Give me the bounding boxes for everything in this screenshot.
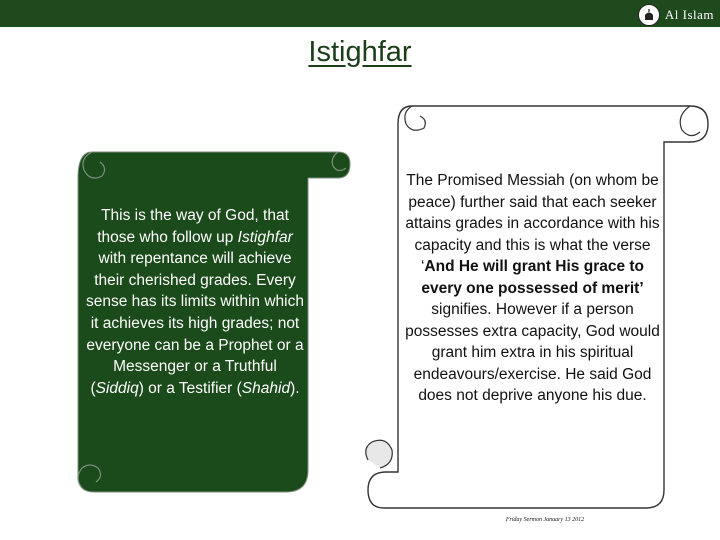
left-scroll-text: This is the way of God, that those who follow up Istighfar with repentance will achieve their cherished grades. Every sense has its limits within which it achieves its high grades; not everyone can be a Prophet or a Messenger or a Truthful (Siddiq) or a Testifier (Shahid).	[86, 207, 304, 397]
footnote: Friday Sermon January 13 2012	[505, 517, 585, 523]
page-title: Istighfar	[308, 36, 412, 68]
logo-text: Al Islam	[664, 7, 714, 22]
right-scroll-text: The Promised Messiah (on whom be peace) further said that each seeker attains grades in accordance with his capacity and this is what the verse ‘And He will grant His grace to every one possessed of merit’ signifies. However if a person possesses extra capacity, God would grant him extra in his spiritual endeavours/exercise. He said God does not deprive anyone his due.	[405, 172, 660, 404]
